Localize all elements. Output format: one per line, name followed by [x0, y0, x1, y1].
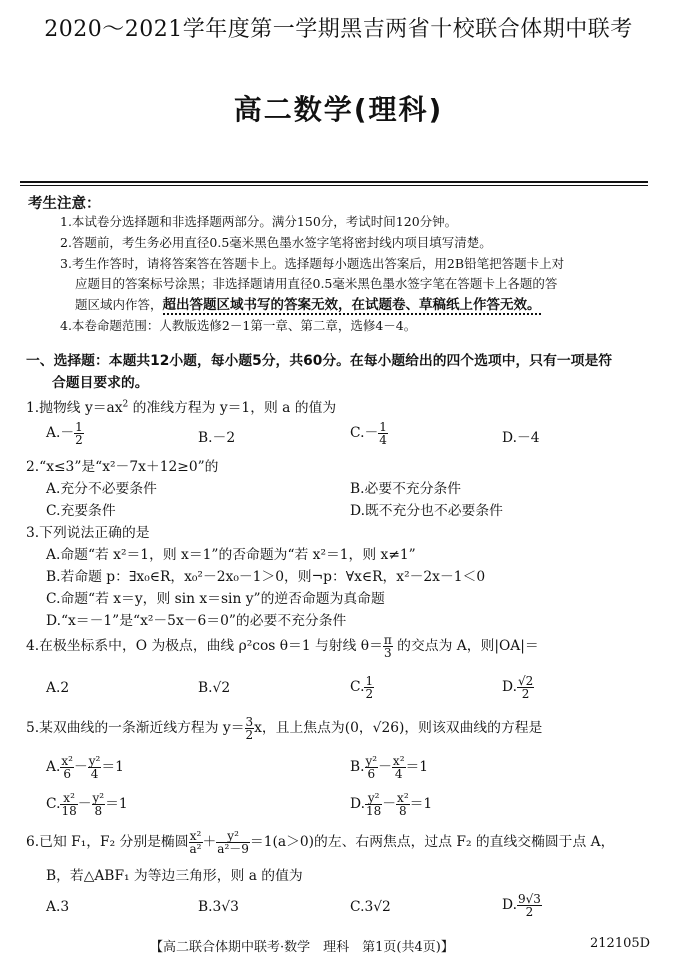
notice-item-3-cont: 应题目的答案标号涂黑；非选择题请用直径0.5毫米黑色墨水签字笔在答题卡上各题的答	[75, 276, 558, 291]
q1-option-c-label: C.－	[350, 425, 379, 441]
paper-code: 212105D	[590, 936, 651, 951]
q4-d-den: 2	[521, 687, 530, 701]
notice-item-4: 4.本卷命题范围：人教版选修2－1第一章、第二章，选修4－4。	[60, 318, 417, 333]
q4-option-d	[502, 675, 534, 700]
exam-title: 高二数学(理科)	[233, 93, 444, 126]
divider-thick	[20, 181, 648, 183]
q5-stem-a: 5.某双曲线的一条渐近线方程为 y＝	[26, 720, 245, 736]
q5-a-f1-num: x²	[61, 754, 73, 768]
q5-a-f1-den: 6	[63, 767, 71, 781]
q4-stem-b: 的交点为 A，则|OA|＝	[392, 638, 539, 654]
notice-heading: 考生注意：	[28, 196, 101, 212]
notice-item-3: 3.考生作答时，请将答案答在答题卡上。选择题每小题选出答案后，用2B铅笔把答题卡上对	[60, 256, 565, 271]
q5-b-label: B.	[350, 759, 365, 775]
q3-option-b: B.若命题 p：∃x₀∈R，x₀²－2x₀－1＞0，则¬p：∀x∈R，x²－2x－1＜0	[46, 569, 486, 585]
q1-option-b: B.－2	[198, 430, 236, 446]
q6-d-den: 2	[525, 905, 534, 919]
q5-d-f1-num: y²	[365, 792, 382, 805]
q5-option-d	[350, 792, 432, 817]
q5-d-f2-den: 8	[399, 804, 407, 818]
q6-option-a: A.3	[46, 899, 70, 915]
q5-b-f1-den: 6	[367, 767, 376, 781]
q5-b-minus: －	[378, 759, 392, 775]
q4-option-c	[350, 675, 374, 700]
q4-option-d-label: D.	[502, 679, 517, 695]
q5-stem-num: 3	[245, 715, 254, 729]
q3-stem: 3.下列说法正确的是	[26, 525, 150, 541]
q4-option-a: A.2	[46, 680, 70, 696]
q5-a-f2-den: 4	[90, 767, 99, 781]
q6-option-d-label: D.	[502, 897, 517, 913]
q1-option-d: D.－4	[502, 430, 540, 446]
q5-a-label: A.	[46, 759, 61, 775]
q1-stem: 1.抛物线 $y=ax^2$ 的准线方程为 y＝1，则 a 的值为	[26, 399, 337, 416]
q6-option-b: B.3√3	[198, 899, 239, 915]
q4-stem-a: 4.在极坐标系中，O 为极点，曲线 ρ²cos θ＝1 与射线 θ＝	[26, 638, 383, 654]
q6-option-c: C.3√2	[350, 899, 391, 915]
section1-heading: 一、选择题：本题共12小题，每小题5分，共60分。在每小题给出的四个选项中，只有一项是符	[26, 353, 613, 369]
q5-d-f2-num: x²	[397, 791, 409, 805]
q4-d-num: √2	[517, 674, 534, 688]
q6-f2-den: a²－9	[217, 842, 249, 856]
q5-b-f2-den: 4	[394, 767, 403, 781]
q6-d-num: 9√3	[517, 892, 541, 906]
q2-option-d: D.既不充分也不必要条件	[350, 503, 503, 519]
notice-emphasis: 超出答题区域书写的答案无效，在试题卷、草稿纸上作答无效。	[162, 297, 541, 313]
q1-c-num: 1	[379, 420, 387, 434]
q5-stem-b: x，且上焦点为(0，√26)，则该双曲线的方程是	[254, 720, 543, 736]
q6-plus: ＋	[202, 834, 217, 850]
q5-a-minus: －	[73, 759, 88, 775]
notice-item-3-tail	[75, 293, 541, 313]
q5-stem-den: 2	[245, 728, 254, 742]
q6-f2-num: y²	[216, 830, 250, 843]
q1-c-den: 4	[379, 433, 387, 447]
q3-option-c: C.命题“若 x＝y，则 sin x＝sin y”的逆否命题为真命题	[46, 591, 385, 607]
q5-c-f2-num: y²	[92, 791, 105, 805]
q6-option-d	[502, 893, 542, 918]
notice-item-3-tail-text: 题区域内作答，	[75, 297, 163, 312]
page-footer: 【高二联合体期中联考·数学 理科 第1页(共4页)】	[150, 940, 454, 955]
q6-stem-cont: B，若△ABF₁ 为等边三角形，则 a 的值为	[46, 868, 303, 884]
notice-item-1: 1.本试卷分选择题和非选择题两部分。满分150分，考试时间120分钟。	[60, 214, 458, 229]
exam-header: 2020～2021学年度第一学期黑吉两省十校联合体期中联考	[44, 17, 633, 42]
q6-stem-a: 6.已知 F₁，F₂ 分别是椭圆	[26, 834, 189, 850]
q5-c-minus: －	[77, 796, 92, 812]
q5-c-eq: ＝1	[105, 796, 128, 812]
q5-d-label: D.	[350, 796, 365, 812]
q6-f1-num: x²	[189, 829, 202, 843]
notice-item-2: 2.答题前，考生务必用直径0.5毫米黑色墨水签字笔将密封线内项目填写清楚。	[60, 235, 492, 250]
q1-option-c	[350, 421, 388, 446]
q5-option-b	[350, 755, 428, 780]
q1-a-den: 2	[75, 433, 83, 447]
q6-f1-den: a²	[189, 842, 202, 856]
q3-option-d: D.“x＝－1”是“x²－5x－6＝0”的必要不充分条件	[46, 613, 347, 629]
q5-c-f1-num: x²	[60, 792, 77, 805]
q4-option-c-label: C.	[350, 679, 365, 695]
q6-stem	[26, 830, 614, 855]
q4-c-den: 2	[365, 687, 374, 701]
divider-thin	[20, 185, 648, 186]
q5-option-c	[46, 792, 128, 817]
q2-option-a: A.充分不必要条件	[46, 481, 157, 497]
q4-stem-num: π	[383, 633, 392, 647]
q5-b-eq: ＝1	[405, 759, 429, 775]
q5-c-f1-den: 18	[61, 804, 77, 818]
q3-option-a: A.命题“若 x²＝1，则 x＝1”的否命题为“若 x²＝1，则 x≠1”	[46, 547, 416, 563]
q5-d-minus: －	[382, 796, 397, 812]
q4-stem	[26, 634, 539, 659]
q5-b-f2-num: x²	[392, 754, 405, 768]
section1-heading-cont: 合题目要求的。	[52, 375, 149, 391]
q5-d-eq: ＝1	[409, 796, 433, 812]
q4-option-b: B.√2	[198, 680, 231, 696]
q5-b-f1-num: y²	[365, 754, 378, 768]
q1-a-num: 1	[75, 420, 83, 434]
q5-option-a	[46, 755, 124, 780]
q2-option-b: B.必要不充分条件	[350, 481, 462, 497]
q5-d-f1-den: 18	[365, 804, 382, 818]
q2-option-c: C.充要条件	[46, 503, 116, 519]
q5-stem	[26, 716, 542, 741]
q5-c-f2-den: 8	[94, 804, 103, 818]
q1-stem-b: 的准线方程为 y＝1，则 a 的值为	[128, 400, 337, 416]
q1-option-a-label: A.－	[46, 425, 75, 441]
q6-stem-b: ＝1(a＞0)的左、右两焦点，过点 F₂ 的直线交椭圆于点 A，	[249, 834, 615, 850]
q1-stem-a: 1.抛物线 y＝ax	[26, 400, 123, 416]
q5-c-label: C.	[46, 796, 61, 812]
q5-a-f2-num: y²	[88, 754, 101, 768]
q4-stem-den: 3	[384, 646, 392, 660]
q2-stem: 2.“x≤3”是“x²－7x＋12≥0”的	[26, 459, 219, 475]
q5-a-eq: ＝1	[101, 759, 124, 775]
q1-option-a	[46, 421, 84, 446]
q4-c-num: 1	[365, 674, 374, 688]
